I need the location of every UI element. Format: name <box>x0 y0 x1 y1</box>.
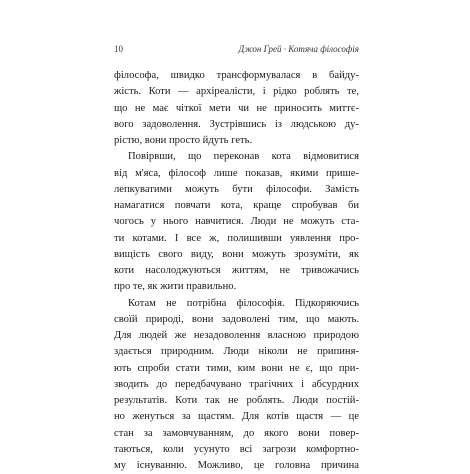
page-number: 10 <box>114 44 123 54</box>
text-line: ти котами. І все ж, полишивши уявлення про- <box>114 231 359 247</box>
text-line: жість. Коти — архіреалісти, і рідко роблять те, <box>114 84 359 100</box>
text-line: Для людей же незадоволення власною природою <box>114 328 359 344</box>
text-line: про те, як жити правильно. <box>114 279 359 295</box>
text-line: намагатися повчати кота, краще спробував би <box>114 198 359 214</box>
text-line: зводить до передбачувано трагічних і абсурдних <box>114 377 359 393</box>
paragraph-2 <box>114 149 359 295</box>
text-line: результатів. Коти так не роблять. Люди постій- <box>114 393 359 409</box>
text-line: своїй природі, вони задоволені тим, що мають. <box>114 312 359 328</box>
text-line: вого задоволення. Зустрівшись із людською ду- <box>114 117 359 133</box>
text-line: що не має чіткої мети чи не приносить миттє- <box>114 101 359 117</box>
text-line: таються, коли усунуто всі загрози комфортно- <box>114 442 359 458</box>
text-line: філософа, швидко трансформувалася в байду- <box>114 68 359 84</box>
text-line: но женуться за щастям. Для котів щастя — це <box>114 409 359 425</box>
text-line: рістю, вони просто йдуть геть. <box>114 133 359 149</box>
text-line: ють спроби стати тими, ким вони не є, що при- <box>114 361 359 377</box>
text-line: вищість свого виду, вони можуть зрозуміти, як <box>114 247 359 263</box>
running-head-title: Джон Грей · Котяча філософія <box>239 44 359 54</box>
text-line: коти насолоджуються життям, не тривожачись <box>114 263 359 279</box>
text-line: чогось у нього навчитися. Люди не можуть ста- <box>114 214 359 230</box>
running-head <box>114 44 359 58</box>
text-line: Котам не потрібна філософія. Підкоряючись <box>114 296 359 312</box>
text-line: му існуванню. Можливо, це головна причина <box>114 458 359 474</box>
paragraph-3 <box>114 296 359 474</box>
text-line: здається природним. Люди ніколи не припиня- <box>114 344 359 360</box>
text-line: Повірвши, що переконав кота відмовитися <box>114 149 359 165</box>
text-line: від м'яса, філософ лише показав, якими пришe- <box>114 166 359 182</box>
text-line: стан за замовчуванням, до якого вони повер- <box>114 426 359 442</box>
text-line: лепкуватими можуть бути філософи. Замість <box>114 182 359 198</box>
paragraph-1 <box>114 68 359 149</box>
body-text <box>114 68 359 474</box>
